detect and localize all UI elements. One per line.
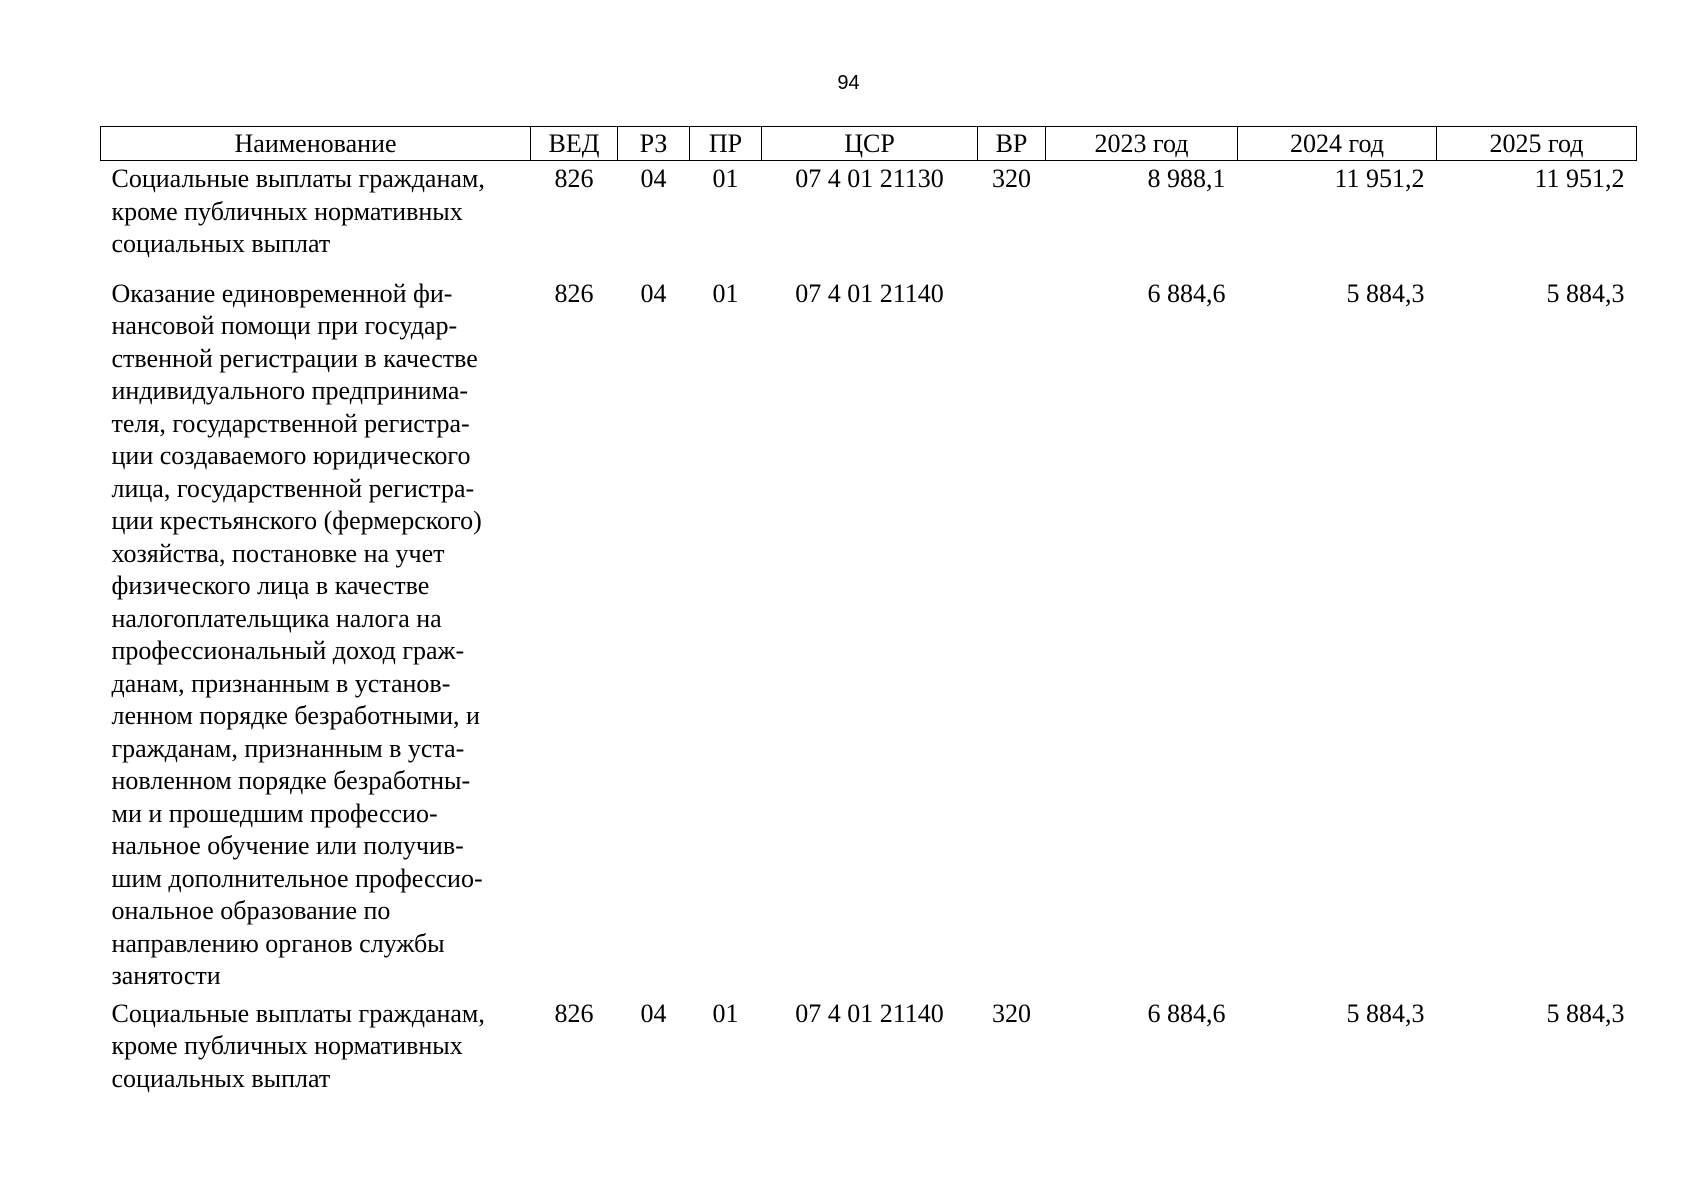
table-row: [101, 996, 1637, 1096]
page-number: 94: [837, 72, 860, 94]
row-vr: 320: [992, 998, 1031, 1028]
name-line: Социальные выплаты гражданам,: [111, 164, 485, 193]
table-header-row: [101, 127, 1637, 161]
name-line: физического лица в качестве: [111, 571, 430, 600]
header-2024: 2024 год: [1238, 127, 1437, 161]
row-name: [101, 161, 531, 278]
row-rz: 04: [640, 278, 667, 308]
name-line: Оказание единовременной фи-: [111, 278, 453, 308]
header-name: Наименование: [101, 127, 531, 161]
name-line: данам, признанным в установ-: [111, 668, 451, 698]
row-ved: 826: [554, 998, 594, 1028]
name-line: ленном порядке безработными, и: [111, 701, 480, 730]
name-line: лица, государственной регистра-: [111, 473, 475, 503]
row-name: [101, 996, 531, 1096]
name-line: ональное образование по: [111, 896, 391, 925]
name-line: ми и прошедшим профессио-: [111, 798, 438, 828]
header-vr: ВР: [978, 127, 1046, 161]
row-amount-2025: 5 884,3: [1546, 998, 1625, 1028]
name-line: социальных выплат: [111, 229, 331, 258]
header-csr: ЦСР: [762, 127, 978, 161]
row-amount-2024: 5 884,3: [1346, 278, 1425, 308]
row-pr: 01: [712, 278, 739, 308]
name-line: ции крестьянского (фермерского): [111, 506, 482, 535]
row-pr: 01: [712, 998, 739, 1028]
row-csr: 07 4 01 21140: [795, 278, 944, 308]
name-line: профессиональный доход граж-: [111, 636, 465, 665]
row-amount-2025: 5 884,3: [1546, 278, 1625, 308]
name-line: индивидуального предпринима-: [111, 376, 469, 405]
header-rz: РЗ: [618, 127, 690, 161]
name-line: гражданам, признанным в уста-: [111, 733, 465, 763]
name-line: кроме публичных нормативных: [111, 196, 463, 226]
name-line: социальных выплат: [111, 1063, 331, 1093]
row-vr: 320: [992, 164, 1031, 193]
name-line: ственной регистрации в качестве: [111, 343, 478, 373]
name-line: теля, государственной регистра-: [111, 408, 470, 438]
table-row: [101, 278, 1637, 996]
header-pr: ПР: [690, 127, 762, 161]
row-pr: 01: [712, 164, 739, 193]
row-amount-2025: 11 951,2: [1534, 164, 1625, 193]
row-amount-2024: 5 884,3: [1346, 998, 1425, 1028]
row-vr: [978, 278, 1046, 996]
table-row: [101, 161, 1637, 278]
row-amount-2023: 8 988,1: [1147, 164, 1226, 193]
row-csr: 07 4 01 21130: [795, 164, 944, 193]
row-csr: 07 4 01 21140: [795, 998, 944, 1028]
row-ved: 826: [554, 164, 594, 193]
name-line: занятости: [111, 961, 221, 990]
header-2023: 2023 год: [1046, 127, 1238, 161]
name-line: хозяйства, постановке на учет: [111, 538, 445, 568]
header-2025: 2025 год: [1437, 127, 1637, 161]
row-name: [101, 278, 531, 996]
row-amount-2023: 6 884,6: [1147, 278, 1226, 308]
row-ved: 826: [554, 278, 594, 308]
budget-table: [100, 126, 1637, 1095]
row-rz: 04: [640, 998, 667, 1028]
row-rz: 04: [640, 164, 667, 193]
name-line: кроме публичных нормативных: [111, 1031, 463, 1060]
name-line: налогоплательщика налога на: [111, 603, 442, 633]
row-amount-2023: 6 884,6: [1147, 998, 1226, 1028]
name-line: новленном порядке безработны-: [111, 766, 471, 795]
header-ved: ВЕД: [531, 127, 618, 161]
name-line: нансовой помощи при государ-: [111, 311, 458, 340]
row-amount-2024: 11 951,2: [1334, 164, 1425, 193]
name-line: шим дополнительное профессио-: [111, 863, 483, 893]
name-line: направлению органов службы: [111, 928, 445, 958]
name-line: нальное обучение или получив-: [111, 831, 464, 860]
name-line: Социальные выплаты гражданам,: [111, 998, 485, 1028]
name-line: ции создаваемого юридического: [111, 441, 471, 470]
